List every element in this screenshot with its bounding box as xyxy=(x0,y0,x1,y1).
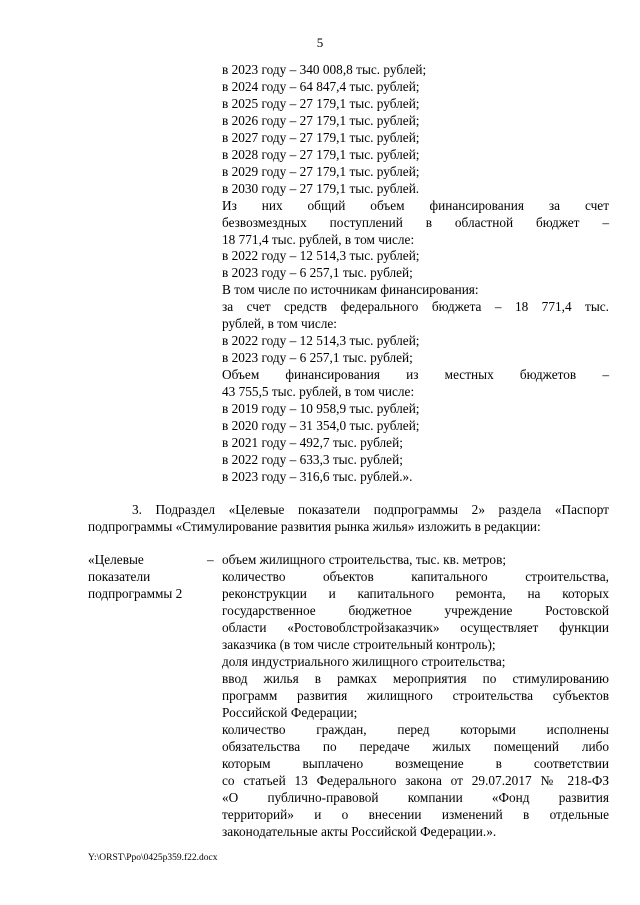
indicator-line: которым выплачено возмещение в соответствии xyxy=(222,756,609,771)
indicator-line: доля индустриального жилищного строительства; xyxy=(222,654,506,669)
funding-line: в 2022 году – 633,3 тыс. рублей; xyxy=(222,451,403,467)
funding-line: в 2028 году – 27 179,1 тыс. рублей; xyxy=(222,146,420,162)
funding-line: за счет средств федерального бюджета – 18 771,4 тыс. xyxy=(222,299,609,315)
table-dash: – xyxy=(207,552,214,567)
funding-line: в 2026 году – 27 179,1 тыс. рублей; xyxy=(222,112,420,128)
funding-line: в 2027 году – 27 179,1 тыс. рублей; xyxy=(222,129,420,145)
funding-line: в 2019 году – 10 958,9 тыс. рублей; xyxy=(222,401,420,417)
table-right-column xyxy=(222,551,609,840)
paragraph-3-line-1: 3. Подраздел «Целевые показатели подпрограммы 2» раздела «Паспорт xyxy=(132,502,609,517)
funding-line: в 2025 году – 27 179,1 тыс. рублей; xyxy=(222,95,420,111)
indicator-line: реконструкции и капитального ремонта, на которых xyxy=(222,586,609,601)
funding-line: в 2029 году – 27 179,1 тыс. рублей; xyxy=(222,163,420,179)
paragraph-3-line-2: подпрограммы «Стимулирование развития рынка жилья» изложить в редакции: xyxy=(88,519,541,534)
indicator-line: заказчика (в том числе строительный контроль); xyxy=(222,637,496,652)
file-path-footer: Y:\ORST\Ppo\0425p359.f22.docx xyxy=(88,853,218,863)
indicator-line: законодательные акты Российской Федерации.». xyxy=(222,824,497,839)
indicator-line: территорий» и о внесении изменений в отдельные xyxy=(222,807,609,822)
funding-line: в 2023 году – 340 008,8 тыс. рублей; xyxy=(222,62,427,77)
indicator-line: ввод жилья в рамках мероприятия по стимулированию xyxy=(222,671,609,686)
table-left-line: подпрограммы 2 xyxy=(88,586,183,601)
funding-line: в 2022 году – 12 514,3 тыс. рублей; xyxy=(222,333,420,349)
funding-line: в 2024 году – 64 847,4 тыс. рублей; xyxy=(222,78,420,94)
indicator-line: количество граждан, перед которыми исполнены xyxy=(222,722,609,737)
indicator-line: области «Ростовоблстройзаказчик» осуществляет функции xyxy=(222,620,609,635)
indicator-line: программ развития жилищного строительства субъектов xyxy=(222,688,609,703)
funding-line: рублей, в том числе: xyxy=(222,316,337,332)
funding-line: безвозмездных поступлений в областной бюджет – xyxy=(222,214,609,230)
funding-line: в 2023 году – 6 257,1 тыс. рублей; xyxy=(222,265,413,281)
funding-line: в 2020 году – 31 354,0 тыс. рублей; xyxy=(222,418,420,434)
indicator-line: обязательства по передаче жилых помещений либо xyxy=(222,739,609,754)
funding-line: в 2022 году – 12 514,3 тыс. рублей; xyxy=(222,248,420,264)
funding-line: Объем финансирования из местных бюджетов – xyxy=(222,367,609,383)
funding-line: В том числе по источникам финансирования: xyxy=(222,282,479,298)
funding-line: в 2021 году – 492,7 тыс. рублей; xyxy=(222,434,403,450)
indicator-line: Российской Федерации; xyxy=(222,705,358,720)
table-left-line: «Целевые xyxy=(88,552,144,567)
funding-line: Из них общий объем финансирования за счет xyxy=(222,197,609,213)
indicator-line: объем жилищного строительства, тыс. кв. метров; xyxy=(222,552,507,567)
funding-line: в 2023 году – 316,6 тыс. рублей.». xyxy=(222,468,413,484)
indicator-line: со статьей 13 Федерального закона от 29.07.2017 № 218-ФЗ xyxy=(222,773,609,788)
indicator-line: государственное бюджетное учреждение Ростовской xyxy=(222,603,609,618)
funding-line: в 2023 году – 6 257,1 тыс. рублей; xyxy=(222,350,413,366)
funding-line: в 2030 году – 27 179,1 тыс. рублей. xyxy=(222,180,420,196)
page-number: 5 xyxy=(316,35,324,50)
funding-line: 43 755,5 тыс. рублей, в том числе: xyxy=(222,384,415,400)
indicator-line: «О публично-правовой компании «Фонд развития xyxy=(222,790,609,805)
indicator-line: количество объектов капитального строительства, xyxy=(222,569,609,584)
funding-block xyxy=(222,62,609,486)
paragraph-3 xyxy=(88,501,609,535)
table-left-column xyxy=(88,551,206,602)
table-left-line: показатели xyxy=(88,569,151,584)
funding-line: 18 771,4 тыс. рублей, в том числе: xyxy=(222,231,415,247)
